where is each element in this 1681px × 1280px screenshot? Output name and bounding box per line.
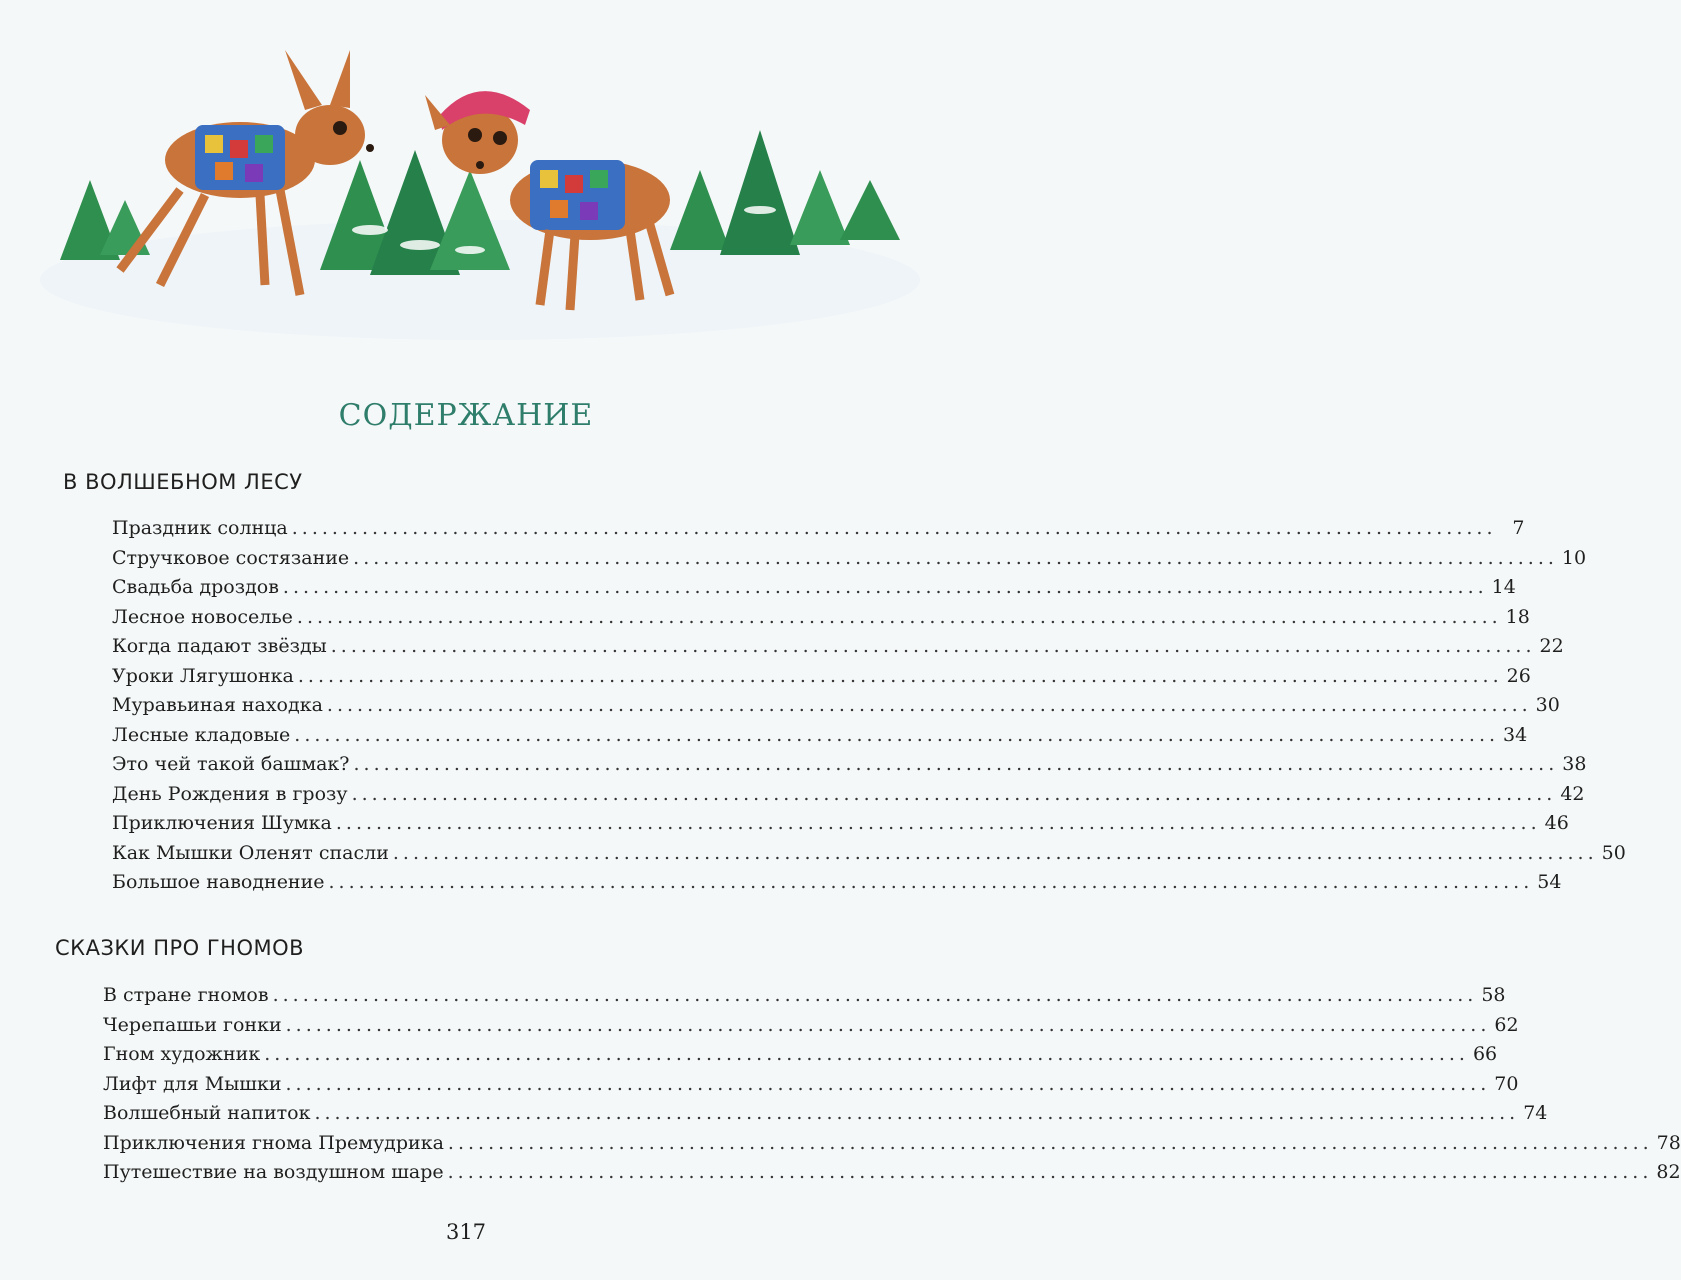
leader-dots: ........................................................................................................................ xyxy=(353,546,1558,569)
toc-entry-title: Уроки Лягушонка xyxy=(112,664,294,687)
leader-dots: ........................................................................................................................ xyxy=(447,1131,1653,1154)
toc-entry-page: 18 xyxy=(1505,605,1530,628)
toc-entry xyxy=(103,1158,1681,1188)
toc-entry-page: 74 xyxy=(1523,1102,1548,1124)
toc-entry-page: 14 xyxy=(1491,576,1516,598)
toc-entry xyxy=(112,514,1525,544)
leader-dots: ........................................................................................................................ xyxy=(285,1013,1491,1036)
toc-entry xyxy=(112,780,1585,810)
toc-entry-page: 38 xyxy=(1562,753,1587,775)
toc-entry-title: Свадьба дроздов xyxy=(112,576,279,598)
toc-entry-page: 42 xyxy=(1560,782,1585,805)
toc-entry xyxy=(112,868,1562,898)
toc-entry-title: Лифт для Мышки xyxy=(103,1072,282,1095)
toc-entry xyxy=(112,839,1626,869)
toc-entry xyxy=(103,1070,1519,1100)
toc-entry-title: Праздник солнца xyxy=(112,517,288,539)
leader-dots: ........................................................................................................................ xyxy=(392,841,1598,864)
toc-entry-page: 54 xyxy=(1537,871,1562,893)
toc-entry xyxy=(112,662,1531,692)
toc-entry xyxy=(103,1040,1498,1070)
leader-dots: ........................................................................................................................ xyxy=(335,812,1541,834)
toc-entry-title: Это чей такой башмак? xyxy=(112,753,350,775)
toc-entry-title: Волшебный напиток xyxy=(103,1102,311,1124)
leader-dots: ........................................................................................................................ xyxy=(353,753,1559,775)
leader-dots: ........................................................................................................................ xyxy=(314,1102,1520,1124)
toc-entry xyxy=(112,544,1587,574)
toc-list xyxy=(103,981,1681,1188)
leader-dots: ........................................................................................................................ xyxy=(326,694,1532,716)
toc-entry-title: Когда падают звёзды xyxy=(112,635,327,657)
toc-entry-title: Большое наводнение xyxy=(112,871,325,893)
toc-entry-page: 82 xyxy=(1656,1161,1681,1183)
leader-dots: ........................................................................................................................ xyxy=(297,664,1503,687)
fawns-illustration xyxy=(30,30,910,320)
toc-entry xyxy=(112,721,1528,751)
toc-entry-title: Лесное новоселье xyxy=(112,605,293,628)
toc-entry-page: 66 xyxy=(1472,1043,1498,1065)
toc-entry xyxy=(112,691,1560,721)
toc-entry-page: 30 xyxy=(1535,694,1560,716)
toc-entry-page: 62 xyxy=(1494,1013,1519,1036)
leader-dots: ........................................................................................................................ xyxy=(351,782,1557,805)
leader-dots: ........................................................................................................................ xyxy=(272,984,1478,1006)
toc-entry-title: Черепашьи гонки xyxy=(103,1013,282,1036)
toc-entry xyxy=(103,1011,1519,1041)
toc-entry-title: Лесные кладовые xyxy=(112,723,291,746)
toc-entry-page: 26 xyxy=(1506,664,1531,687)
toc-entry-page: 22 xyxy=(1539,635,1564,657)
toc-entry-title: Приключения Шумка xyxy=(112,812,332,834)
toc-entry-title: Гном художник xyxy=(103,1043,261,1065)
leader-dots: ........................................................................................................................ xyxy=(330,635,1536,657)
toc-entry-page: 78 xyxy=(1656,1131,1681,1154)
page-number: 317 xyxy=(445,1220,487,1244)
toc-entry xyxy=(112,809,1569,839)
toc-entry-page: 46 xyxy=(1544,812,1569,834)
leader-dots: ........................................................................................................................ xyxy=(285,1072,1491,1095)
toc-entry-page: 34 xyxy=(1503,723,1528,746)
leader-dots: ........................................................................................................................ xyxy=(447,1161,1653,1183)
toc-entry-title: Путешествие на воздушном шаре xyxy=(103,1161,444,1183)
toc-entry-title: Стручковое состязание xyxy=(112,546,350,569)
toc-entry xyxy=(112,750,1587,780)
toc-list xyxy=(112,514,1626,898)
toc-entry xyxy=(112,573,1516,603)
toc-entry-page: 7 xyxy=(1512,517,1525,539)
toc-entry-title: День Рождения в грозу xyxy=(112,782,348,805)
toc-entry xyxy=(103,1099,1548,1129)
toc-entry-title: Муравьиная находка xyxy=(112,694,323,716)
leader-dots: ........................................................................................................................ xyxy=(291,517,1497,539)
toc-entry xyxy=(103,981,1506,1011)
leader-dots: ........................................................................................................................ xyxy=(294,723,1500,746)
leader-dots: ........................................................................................................................ xyxy=(282,576,1488,598)
toc-entry-title: Приключения гнома Премудрика xyxy=(103,1131,444,1154)
toc-entry xyxy=(103,1129,1681,1159)
section-heading: В ВОЛШЕБНОМ ЛЕСУ xyxy=(63,470,303,494)
toc-entry-page: 70 xyxy=(1494,1072,1519,1095)
leader-dots: ........................................................................................................................ xyxy=(296,605,1502,628)
toc-entry-page: 10 xyxy=(1561,546,1587,569)
toc-entry xyxy=(112,603,1530,633)
toc-entry xyxy=(112,632,1564,662)
toc-entry-title: Как Мышки Оленят спасли xyxy=(112,841,389,864)
toc-entry-page: 58 xyxy=(1481,984,1506,1006)
leader-dots: ........................................................................................................................ xyxy=(328,871,1534,893)
leader-dots: ........................................................................................................................ xyxy=(264,1043,1469,1065)
toc-entry-page: 50 xyxy=(1601,841,1626,864)
page-title: СОДЕРЖАНИЕ xyxy=(338,398,594,433)
section-heading: СКАЗКИ ПРО ГНОМОВ xyxy=(55,936,305,960)
toc-entry-title: В стране гномов xyxy=(103,984,269,1006)
